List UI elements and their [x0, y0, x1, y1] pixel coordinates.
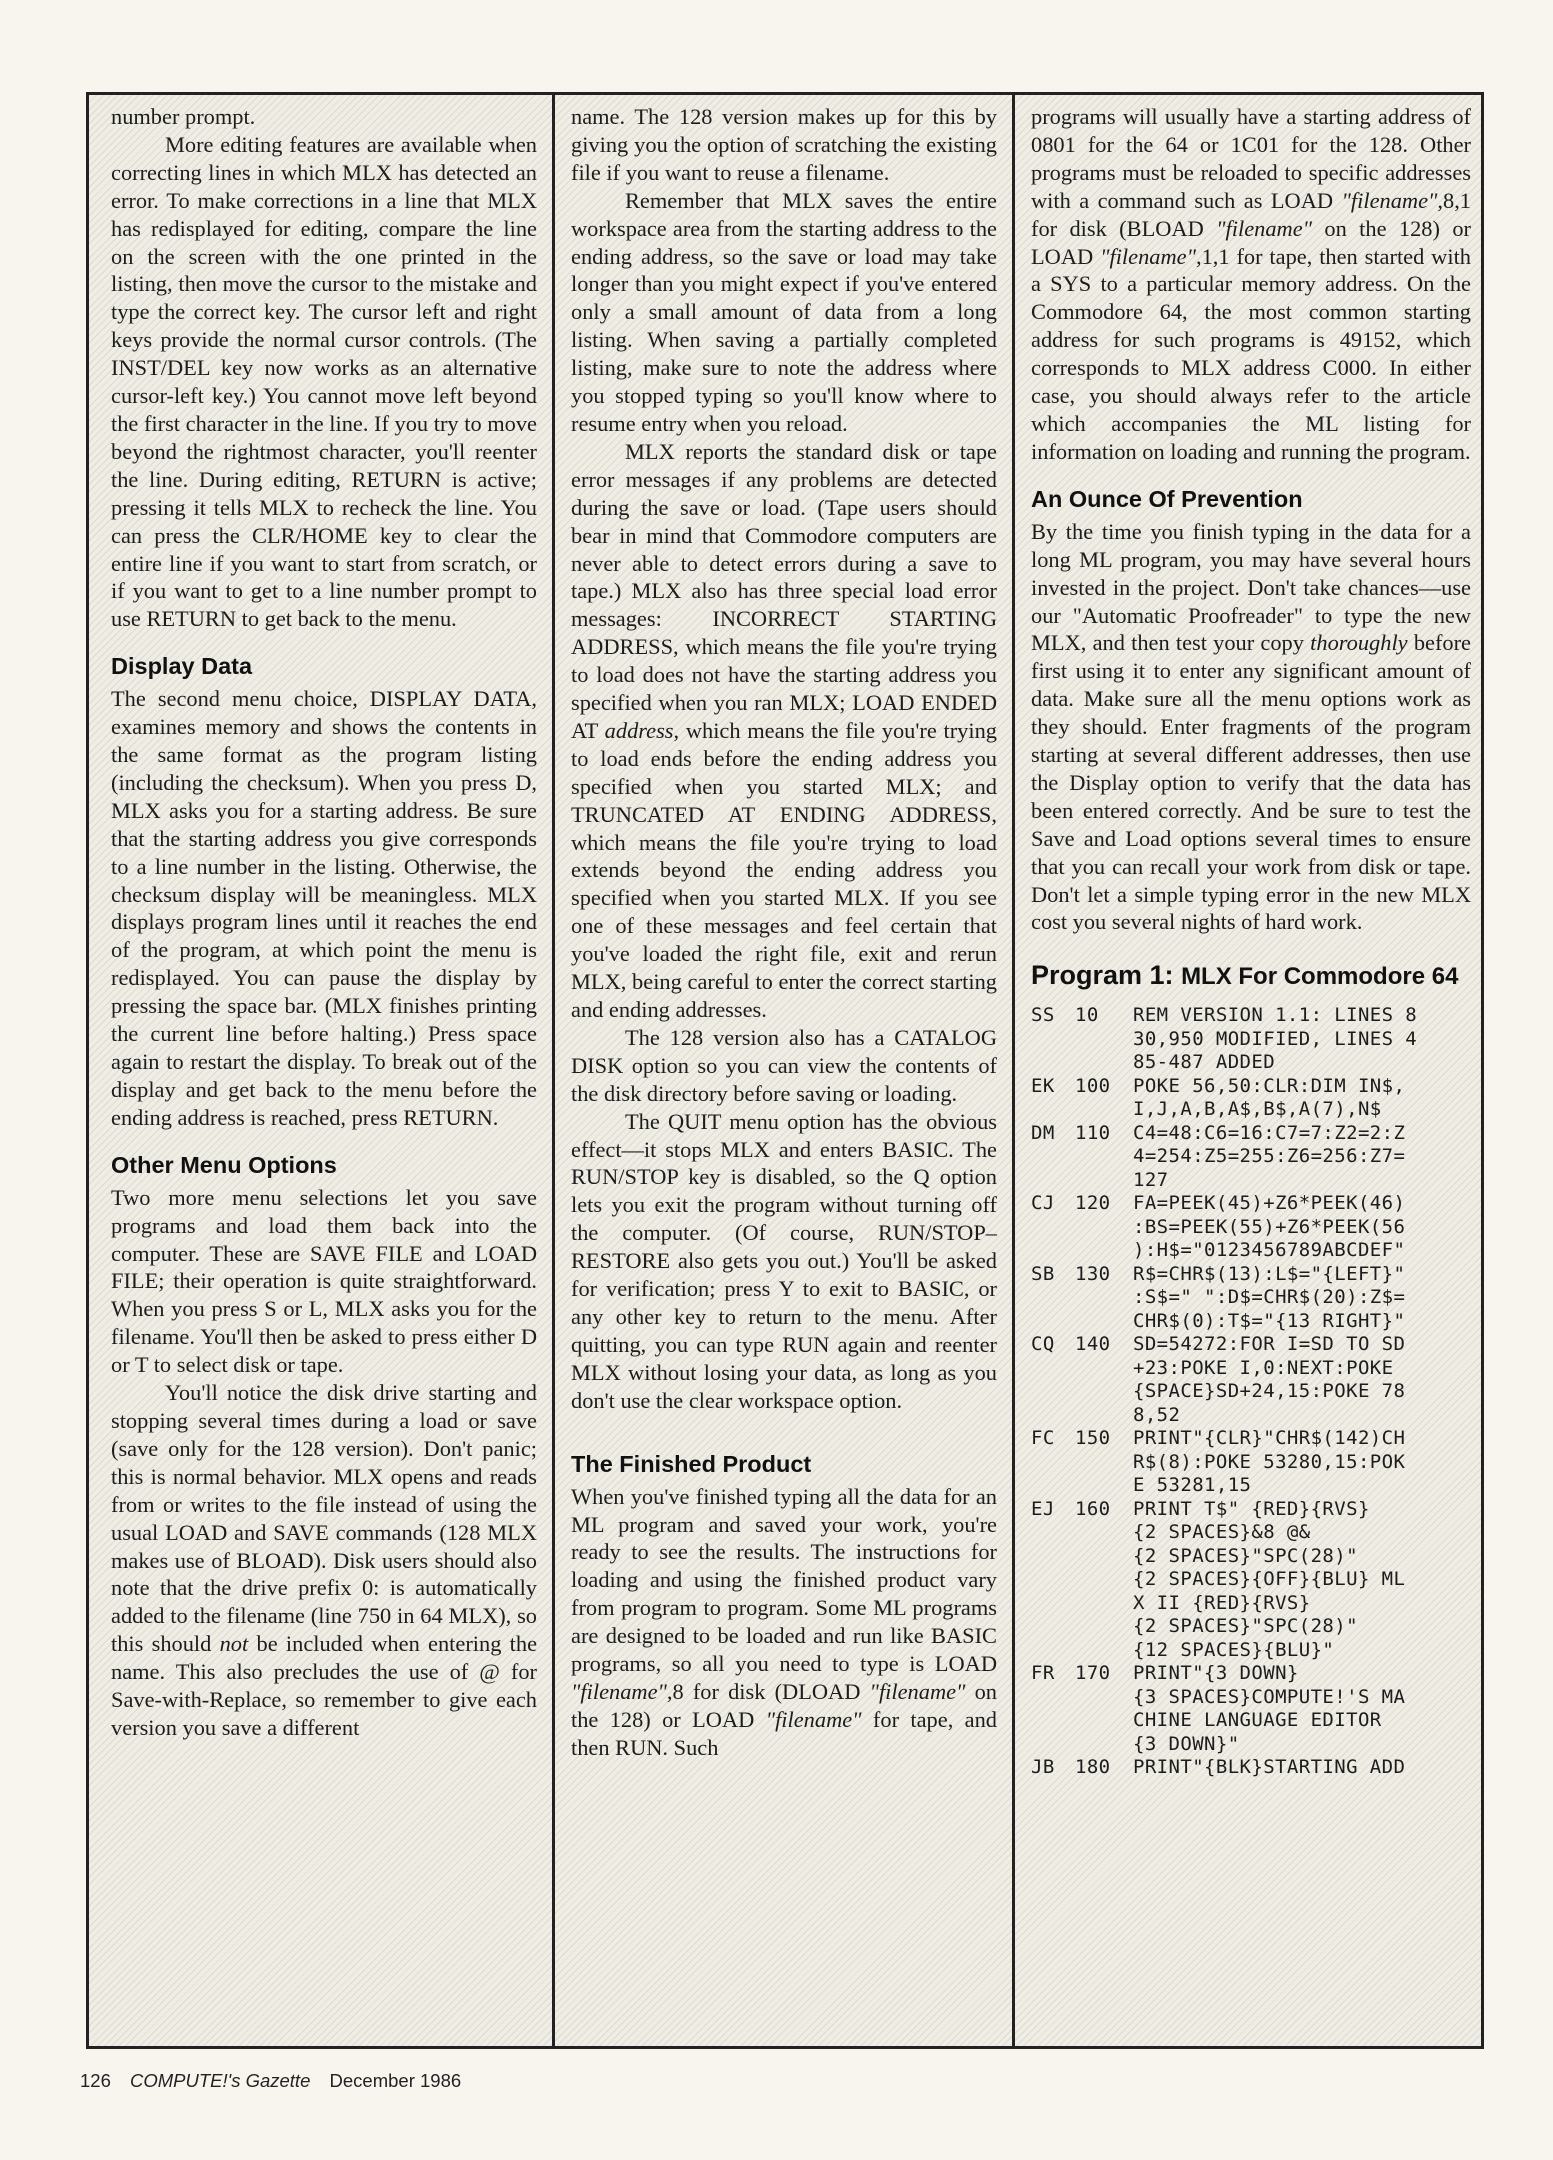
paragraph	[571, 1483, 997, 1762]
checksum: JB	[1031, 1756, 1055, 1779]
paragraph	[571, 438, 997, 1024]
text-run: on the 128) or LOAD	[571, 1678, 997, 1732]
line-number: 140	[1075, 1333, 1111, 1356]
page-footer	[80, 2070, 475, 2092]
program-title: MLX For Commodore 64	[1181, 963, 1459, 991]
paragraph	[111, 1379, 537, 1742]
section-heading-display-data: Display Data	[111, 653, 253, 680]
listing-line	[1031, 1263, 1471, 1287]
checksum: SB	[1031, 1262, 1055, 1285]
listing-line	[1031, 1733, 1471, 1757]
line-number: 120	[1075, 1192, 1111, 1215]
code-text: REM VERSION 1.1: LINES 8	[1133, 1004, 1418, 1027]
code-text: POKE 56,50:CLR:DIM IN$,	[1133, 1074, 1406, 1097]
listing-line	[1031, 1380, 1471, 1404]
column-divider	[552, 95, 555, 2046]
text-run: for tape, and then RUN. Such	[571, 1706, 997, 1760]
text-run: When you've finished typing all the data for an ML program and saved your work, you're ready to see the results. The instructions for loading and using the finished product vary from program to program. Some ML programs are designed to be loaded and run like BASIC programs, so all you need to type is LOAD	[571, 1483, 997, 1677]
listing-line	[1031, 1357, 1471, 1381]
listing-line	[1031, 1098, 1471, 1122]
listing-line	[1031, 1615, 1471, 1639]
checksum: CQ	[1031, 1333, 1055, 1356]
code-text: {2 SPACES}"SPC(28)"	[1133, 1544, 1358, 1567]
paragraph: Two more menu selections let you save programs and load them back into the computer. These are SAVE FILE and LOAD FILE; their operation is quite straightforward. When you press S or L, MLX asks you for the filename. You'll then be asked to press either D or T to select disk or tape.	[111, 1184, 537, 1378]
program-listing	[1031, 1004, 1471, 1780]
checksum: SS	[1031, 1004, 1055, 1027]
listing-line	[1031, 1521, 1471, 1545]
code-text: X II {RED}{RVS}	[1133, 1591, 1311, 1614]
text-run: , which means the file you're trying to load ends before the ending address you specified when you started MLX; and TRUNCATED AT ENDING ADDRESS, which means the file you're trying to load extends beyond the ending address you specified when you started MLX. If you see one of these messages and feel certain that you've loaded the right file, exit and rerun MLX, being careful to enter the correct starting and ending addresses.	[571, 717, 997, 1022]
paragraph: More editing features are available when correcting lines in which MLX has detected an error. To make corrections in a line that MLX has redisplayed for editing, compare the line on the screen with the one printed in the listing, then move the cursor to the mistake and type the correct key. The cursor left and right keys provide the normal cursor controls. (The INST/DEL key now works as an alternative cursor-left key.) You cannot move left beyond the first character in the line. If you try to move beyond the rightmost character, you'll reenter the line. During editing, RETURN is active; pressing it tells MLX to recheck the line. You can press the CLR/HOME key to clear the entire line if you want to start from scratch, or if you want to get to a line number prompt to use RETURN to get back to the menu.	[111, 131, 537, 632]
text-run: ,8 for disk (DLOAD	[666, 1678, 870, 1704]
emphasis: "filename"	[765, 1706, 862, 1732]
code-text: {2 SPACES}"SPC(28)"	[1133, 1615, 1358, 1638]
text-run: MLX reports the standard disk or tape error messages if any problems are detected during the save or load. (Tape users should bear in mind that Commodore computers are never able to detect errors during a save to tape.) MLX also has three special load error messages: INCORRECT STARTING ADDRESS, which means the file you're trying to load does not have the starting address you specified when you ran MLX; LOAD ENDED AT	[571, 438, 997, 743]
paragraph: The 128 version also has a CATALOG DISK option so you can view the contents of the disk directory before saving or loading.	[571, 1024, 997, 1106]
emphasis: "filename"	[1216, 215, 1313, 241]
listing-line	[1031, 1333, 1471, 1357]
program-heading	[1031, 958, 1471, 994]
code-text: 8,52	[1133, 1403, 1181, 1426]
page-frame	[86, 92, 1484, 2049]
listing-line	[1031, 1075, 1471, 1099]
code-text: I,J,A,B,A$,B$,A(7),N$	[1133, 1098, 1382, 1121]
text-run: ,1,1 for tape, then started with a SYS to a particular memory address. On the Commodore 64, the most common starting address for such programs is 49152, which corresponds to MLX address C000. In either case, you should always refer to the article which accompanies the ML listing for information on loading and running the program.	[1031, 243, 1471, 464]
text-run: By the time you finish typing in the data for a long ML program, you may have several hours invested in the project. Don't take chances—use our "Automatic Proofreader" to type the new MLX, and then test your copy	[1031, 518, 1471, 656]
column-divider	[1012, 95, 1015, 2046]
section-heading-ounce-of-prevention: An Ounce Of Prevention	[1031, 485, 1303, 512]
code-text: 4=254:Z5=255:Z6=256:Z7=	[1133, 1145, 1406, 1168]
listing-line	[1031, 1756, 1471, 1780]
listing-line	[1031, 1286, 1471, 1310]
listing-line	[1031, 1051, 1471, 1075]
listing-line	[1031, 1404, 1471, 1428]
code-text: {3 DOWN}"	[1133, 1732, 1240, 1755]
code-text: CHINE LANGUAGE EDITOR	[1133, 1709, 1382, 1732]
code-text: E 53281,15	[1133, 1474, 1252, 1497]
code-text: 85-487 ADDED	[1133, 1051, 1276, 1074]
code-text: +23:POKE I,0:NEXT:POKE	[1133, 1356, 1394, 1379]
listing-line	[1031, 1169, 1471, 1193]
text-run: ,8,1 for disk (BLOAD	[1031, 187, 1471, 241]
emphasis: address	[604, 717, 674, 743]
checksum: EJ	[1031, 1497, 1055, 1520]
listing-line	[1031, 1498, 1471, 1522]
checksum: FC	[1031, 1427, 1055, 1450]
text-run: be included when entering the name. This also precludes the use of @ for Save-with-Replace, so remember to give each version you save a different	[111, 1631, 538, 1740]
code-text: R$=CHR$(13):L$="{LEFT}"	[1133, 1262, 1406, 1285]
column-1	[101, 103, 547, 2038]
column-2	[561, 103, 1007, 2038]
checksum: CJ	[1031, 1192, 1055, 1215]
paragraph: name. The 128 version makes up for this by giving you the option of scratching the existing file if you want to reuse a filename.	[571, 104, 997, 185]
listing-line	[1031, 1709, 1471, 1733]
line-number: 100	[1075, 1074, 1111, 1097]
listing-line	[1031, 1239, 1471, 1263]
code-text: SD=54272:FOR I=SD TO SD	[1133, 1333, 1406, 1356]
code-text: {3 SPACES}COMPUTE!'S MA	[1133, 1685, 1406, 1708]
paragraph: number prompt.	[111, 104, 256, 129]
emphasis: "filename"	[1100, 243, 1196, 269]
emphasis: not	[219, 1631, 249, 1657]
page-number: 126	[80, 2070, 111, 2091]
paragraph: Remember that MLX saves the entire workspace area from the starting address to the ending address, so the save or load may take longer than you might expect if you've entered only a small amount of data from a long listing. When saving a partially completed listing, make sure to note the address where you stopped typing so you'll know where to resume entry when you reload.	[571, 187, 997, 436]
code-text: {SPACE}SD+24,15:POKE 78	[1133, 1380, 1406, 1403]
line-number: 160	[1075, 1497, 1111, 1520]
line-number: 150	[1075, 1427, 1111, 1450]
issue-date: December 1986	[329, 2070, 462, 2091]
listing-line	[1031, 1145, 1471, 1169]
code-text: :S$=" ":D$=CHR$(20):Z$=	[1133, 1286, 1406, 1309]
line-number: 180	[1075, 1756, 1111, 1779]
code-text: FA=PEEK(45)+Z6*PEEK(46)	[1133, 1192, 1406, 1215]
magazine-name: COMPUTE!'s Gazette	[130, 2070, 311, 2091]
text-run: on the 128) or LOAD	[1031, 215, 1471, 269]
code-text: PRINT T$" {RED}{RVS}	[1133, 1497, 1370, 1520]
listing-line	[1031, 1028, 1471, 1052]
code-text: 127	[1133, 1168, 1169, 1191]
paragraph: The second menu choice, DISPLAY DATA, examines memory and shows the contents in the same format as the program listing (including the checksum). When you press D, MLX asks you for a starting address. Be sure that the starting address you give corresponds to a line number in the listing. Otherwise, the checksum display will be meaningless. MLX displays program lines until it reaches the end of the program, at which point the menu is redisplayed. You can pause the display by pressing the space bar. (MLX finishes printing the current line before halting.) Press space again to restart the display. To break out of the display and get back to the menu before the ending address is reached, press RETURN.	[111, 686, 537, 1130]
listing-line	[1031, 1592, 1471, 1616]
code-text: C4=48:C6=16:C7=7:Z2=2:Z	[1133, 1121, 1406, 1144]
listing-line	[1031, 1451, 1471, 1475]
section-heading-other-menu-options: Other Menu Options	[111, 1151, 337, 1178]
listing-line	[1031, 1310, 1471, 1334]
code-text: R$(8):POKE 53280,15:POK	[1133, 1450, 1406, 1473]
text-run: programs will usually have a starting address of 0801 for the 64 or 1C01 for the 128. Other programs must be reloaded to specific addresses with a command such as LOAD	[1031, 104, 1471, 213]
line-number: 170	[1075, 1662, 1111, 1685]
code-text: ):H$="0123456789ABCDEF"	[1133, 1239, 1406, 1262]
column-3	[1021, 103, 1481, 2038]
code-text: CHR$(0):T$="{13 RIGHT}"	[1133, 1309, 1406, 1332]
listing-line	[1031, 1004, 1471, 1028]
listing-line	[1031, 1427, 1471, 1451]
listing-line	[1031, 1474, 1471, 1498]
emphasis: "filename"	[869, 1678, 966, 1704]
checksum: FR	[1031, 1662, 1055, 1685]
program-label: Program 1:	[1031, 960, 1174, 991]
section-heading-finished-product: The Finished Product	[571, 1450, 812, 1477]
code-text: {2 SPACES}&8 @&	[1133, 1521, 1311, 1544]
code-text: :BS=PEEK(55)+Z6*PEEK(56	[1133, 1215, 1406, 1238]
code-text: {2 SPACES}{OFF}{BLU} ML	[1133, 1568, 1406, 1591]
code-text: 30,950 MODIFIED, LINES 4	[1133, 1027, 1418, 1050]
listing-line	[1031, 1639, 1471, 1663]
listing-line	[1031, 1686, 1471, 1710]
listing-line	[1031, 1545, 1471, 1569]
emphasis: "filename"	[571, 1678, 667, 1704]
paragraph	[1031, 103, 1471, 466]
code-text: PRINT"{3 DOWN}	[1133, 1662, 1299, 1685]
line-number: 10	[1075, 1004, 1099, 1027]
checksum: DM	[1031, 1121, 1055, 1144]
listing-line	[1031, 1216, 1471, 1240]
emphasis: thoroughly	[1310, 630, 1408, 656]
line-number: 110	[1075, 1121, 1111, 1144]
code-text: PRINT"{CLR}"CHR$(142)CH	[1133, 1427, 1406, 1450]
checksum: EK	[1031, 1074, 1055, 1097]
listing-line	[1031, 1122, 1471, 1146]
text-run: before first using it to enter any significant amount of data. Make sure all the menu options work as they should. Enter fragments of the program starting at several different addresses, then use the Display option to verify that the data has been entered correctly. And be sure to test the Save and Load options several times to ensure that you can recall your work from disk or tape. Don't let a simple typing error in the new MLX cost you several nights of hard work.	[1031, 630, 1472, 935]
listing-line	[1031, 1662, 1471, 1686]
code-text: PRINT"{BLK}STARTING ADD	[1133, 1756, 1406, 1779]
line-number: 130	[1075, 1262, 1111, 1285]
emphasis: "filename"	[1341, 187, 1438, 213]
paragraph	[1031, 518, 1471, 937]
text-run: You'll notice the disk drive starting and stopping several times during a load or save (save only for the 128 version). Don't panic; this is normal behavior. MLX opens and reads from or writes to the file instead of using the usual LOAD and SAVE commands (128 MLX makes use of BLOAD). Disk users should also note that the drive prefix 0: is automatically added to the filename (line 750 in 64 MLX), so this should	[111, 1380, 537, 1657]
listing-line	[1031, 1192, 1471, 1216]
listing-line	[1031, 1568, 1471, 1592]
paragraph: The QUIT menu option has the obvious effect—it stops MLX and enters BASIC. The RUN/STOP key is disabled, so the Q option lets you exit the program without turning off the computer. (Of course, RUN/STOP–RESTORE also gets you out.) You'll be asked for verification; press Y to exit to BASIC, or any other key to return to the menu. After quitting, you can type RUN again and reenter MLX without losing your data, as long as you don't use the clear workspace option.	[571, 1108, 997, 1413]
code-text: {12 SPACES}{BLU}"	[1133, 1638, 1335, 1661]
